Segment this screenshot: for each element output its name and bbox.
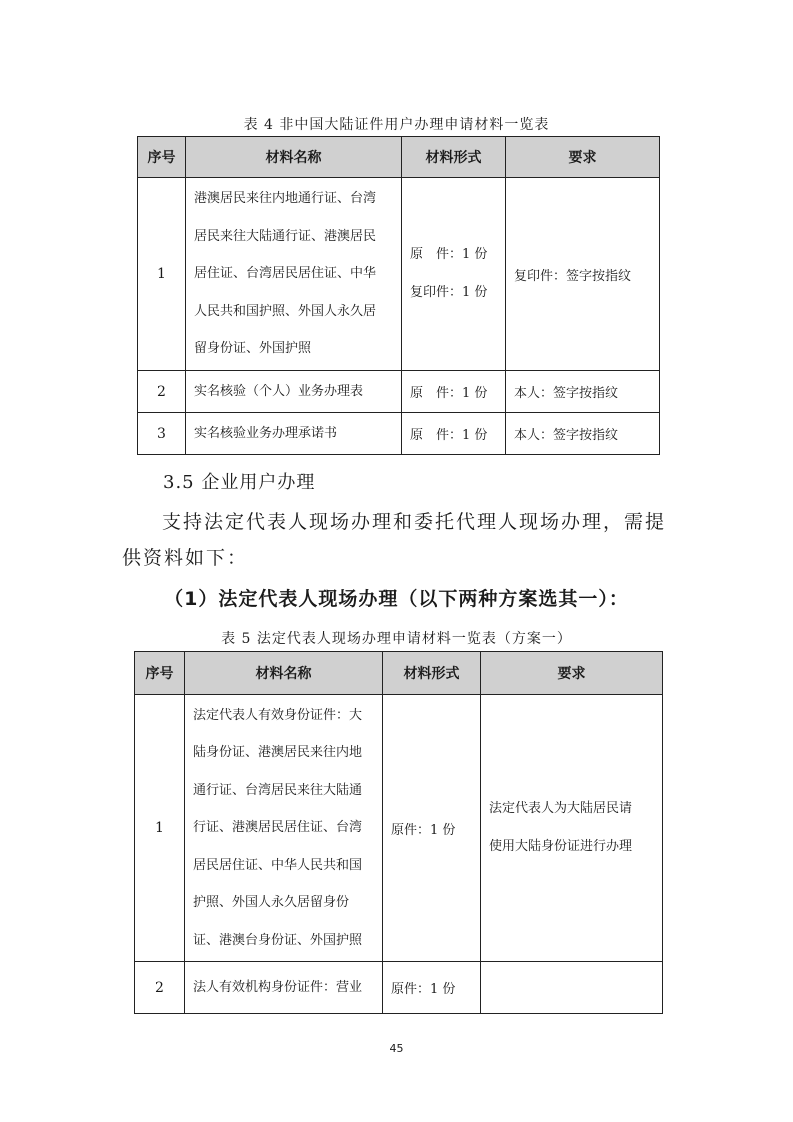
- paragraph-line: 供资料如下：: [122, 547, 249, 569]
- table5-header-name: 材料名称: [185, 652, 383, 695]
- material-form: 原件：1 份: [383, 695, 481, 962]
- material-name: 实名核验（个人）业务办理表: [186, 371, 402, 413]
- name-line: 法定代表人有效身份证件：大: [193, 707, 363, 723]
- material-name: 法人有效机构身份证件：营业: [185, 962, 383, 1014]
- material-name: [185, 695, 383, 962]
- table4-caption: 表 4 非中国大陆证件用户办理申请材料一览表: [243, 117, 550, 133]
- table-row: [135, 695, 663, 962]
- table-row: [138, 371, 660, 413]
- table4-header-row: [138, 137, 660, 178]
- name-line: 居民来往大陆通行证、港澳居民: [194, 228, 377, 244]
- body-paragraph: [122, 504, 682, 576]
- name-line: 通行证、台湾居民来往大陆通: [193, 782, 363, 798]
- row-number: 1: [138, 178, 186, 371]
- requirement: 本人：签字按指纹: [506, 371, 660, 413]
- requirement: [481, 962, 663, 1014]
- material-form: 原件：1 份: [383, 962, 481, 1014]
- name-line: 证、港澳台身份证、外国护照: [193, 932, 363, 948]
- material-name: [186, 178, 402, 371]
- section-heading: 3.5 企业用户办理: [163, 472, 316, 493]
- table-row: [138, 413, 660, 455]
- subheading: （1）法定代表人现场办理（以下两种方案选其一）：: [164, 588, 629, 610]
- requirement-line: 使用大陆身份证进行办理: [489, 839, 633, 854]
- name-line: 行证、港澳居民居住证、台湾: [193, 820, 363, 836]
- row-number: 2: [135, 962, 185, 1014]
- row-number: 1: [135, 695, 185, 962]
- table4-header-form: 材料形式: [402, 137, 506, 178]
- requirement-line: 法定代表人为大陆居民请: [489, 801, 633, 816]
- name-line: 港澳居民来往内地通行证、台湾: [194, 191, 377, 207]
- table5-header-row: [135, 652, 663, 695]
- table4-header-name: 材料名称: [186, 137, 402, 178]
- table4-header-req: 要求: [506, 137, 660, 178]
- table-row: [138, 178, 660, 371]
- material-form: 原 件：1 份: [402, 371, 506, 413]
- table5-header-req: 要求: [481, 652, 663, 695]
- page-number: 45: [389, 1042, 404, 1055]
- name-line: 人民共和国护照、外国人永久居: [194, 303, 377, 319]
- name-line: 居住证、台湾居民居住证、中华: [194, 266, 377, 282]
- requirement: [481, 695, 663, 962]
- table5-header-num: 序号: [135, 652, 185, 695]
- table5-header-form: 材料形式: [383, 652, 481, 695]
- name-line: 陆身份证、港澳居民来往内地: [193, 745, 363, 761]
- table5-caption: 表 5 法定代表人现场办理申请材料一览表（方案一）: [221, 631, 572, 647]
- name-line: 居民居住证、中华人民共和国: [193, 857, 363, 873]
- material-name: 实名核验业务办理承诺书: [186, 413, 402, 455]
- requirement: 复印件：签字按指纹: [506, 178, 660, 371]
- paragraph-line: 支持法定代表人现场办理和委托代理人现场办理，需提: [162, 511, 667, 533]
- table4: [137, 136, 660, 455]
- row-number: 2: [138, 371, 186, 413]
- row-number: 3: [138, 413, 186, 455]
- material-form: [402, 178, 506, 371]
- name-line: 护照、外国人永久居留身份: [193, 895, 350, 911]
- requirement: 本人：签字按指纹: [506, 413, 660, 455]
- name-line: 留身份证、外国护照: [194, 341, 312, 357]
- form-line: 原 件：1 份: [410, 247, 488, 262]
- table4-header-num: 序号: [138, 137, 186, 178]
- table5: [134, 651, 663, 1014]
- form-line: 复印件：1 份: [410, 285, 488, 300]
- table-row: [135, 962, 663, 1014]
- material-form: 原 件：1 份: [402, 413, 506, 455]
